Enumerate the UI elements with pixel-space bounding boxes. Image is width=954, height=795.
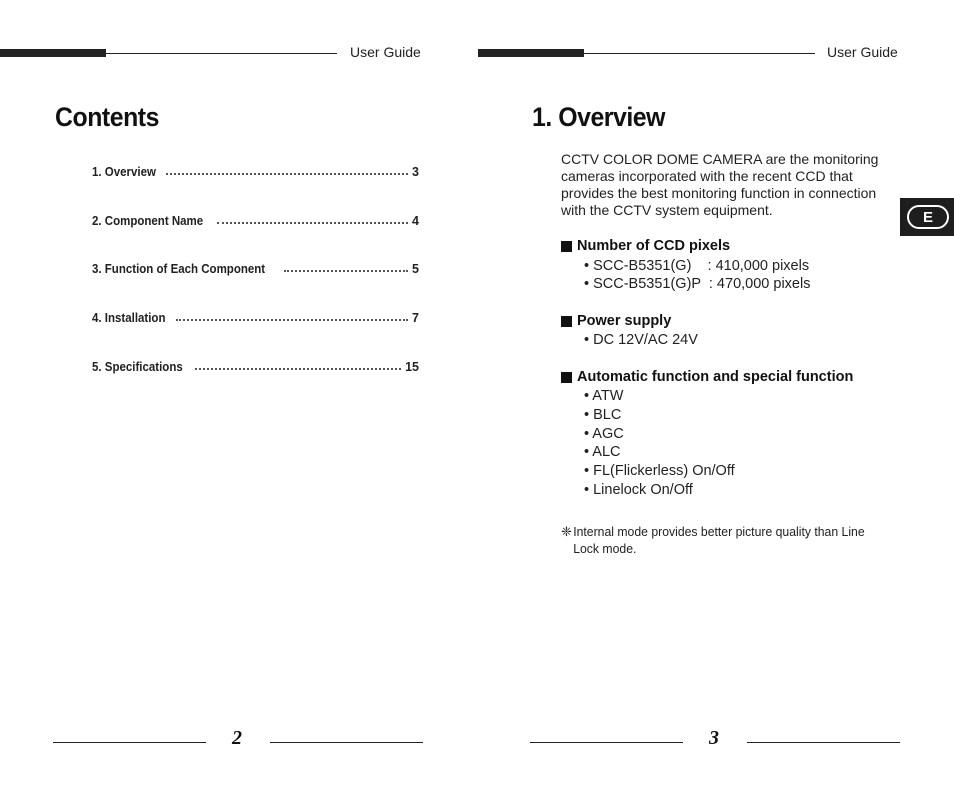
note <box>561 523 901 557</box>
right-header-label: User Guide <box>827 44 898 60</box>
list-item: • SCC-B5351(G) : 410,000 pixels <box>584 258 810 274</box>
toc-entry-label: 4. Installation <box>92 311 166 325</box>
intro-line: CCTV COLOR DOME CAMERA are the monitoring <box>561 151 879 167</box>
language-tab[interactable] <box>900 198 954 236</box>
list-item: • AGC <box>584 426 624 442</box>
toc-leader-dots <box>166 173 409 175</box>
toc-leader-dots <box>217 222 408 224</box>
square-bullet-icon <box>561 316 572 327</box>
left-footer-rule-left <box>53 742 206 743</box>
list-item: • Linelock On/Off <box>584 482 693 498</box>
toc-entry-component-name[interactable] <box>92 212 419 228</box>
list-item: • SCC-B5351(G)P : 470,000 pixels <box>584 276 811 292</box>
contents-title: Contents <box>55 102 159 132</box>
right-page-number: 3 <box>709 727 719 749</box>
intro-line: with the CCTV system equipment. <box>561 202 773 218</box>
toc-entry-installation[interactable] <box>92 309 419 325</box>
right-footer-rule-right <box>747 742 900 743</box>
toc-entry-label: 1. Overview <box>92 165 156 179</box>
list-item: • DC 12V/AC 24V <box>584 332 698 348</box>
right-footer-rule-left <box>530 742 683 743</box>
toc-entry-label: 2. Component Name <box>92 214 204 228</box>
toc-entry-label: 5. Specifications <box>92 360 183 374</box>
note-line: Internal mode provides better picture quality than Line <box>573 524 865 539</box>
section-ccd-pixels-heading <box>561 238 730 254</box>
note-text <box>561 523 899 557</box>
overview-intro <box>561 151 896 219</box>
left-page-number: 2 <box>232 727 242 749</box>
right-header-rule <box>584 53 815 54</box>
section-heading-text: Power supply <box>577 313 672 329</box>
toc-entry-specifications[interactable] <box>92 358 419 374</box>
toc-leader-dots <box>195 368 401 370</box>
toc-entry-function[interactable] <box>92 260 419 276</box>
list-item: • ALC <box>584 444 621 460</box>
toc-entry-page: 15 <box>405 360 419 374</box>
list-item: • ATW <box>584 388 624 404</box>
list-item: • BLC <box>584 407 622 423</box>
list-item: • FL(Flickerless) On/Off <box>584 463 735 479</box>
left-header-label: User Guide <box>350 44 421 60</box>
left-footer-rule-right <box>270 742 423 743</box>
language-tab-label: E <box>907 205 949 229</box>
toc-entry-overview[interactable] <box>92 163 419 179</box>
note-line: Lock mode. <box>573 541 637 556</box>
section-power-supply-heading <box>561 313 671 329</box>
intro-line: provides the best monitoring function in connection <box>561 185 877 201</box>
toc-entry-page: 3 <box>412 165 419 179</box>
square-bullet-icon <box>561 241 572 252</box>
left-header-bar <box>0 49 106 57</box>
toc-entry-page: 4 <box>412 214 419 228</box>
section-auto-function-heading <box>561 369 853 385</box>
overview-title: 1. Overview <box>532 102 666 132</box>
right-header-bar <box>478 49 584 57</box>
toc-entry-page: 5 <box>412 262 419 276</box>
toc-entry-label: 3. Function of Each Component <box>92 262 266 276</box>
section-heading-text: Automatic function and special function <box>577 369 854 385</box>
toc-entry-page: 7 <box>412 311 419 325</box>
section-heading-text: Number of CCD pixels <box>577 238 731 254</box>
square-bullet-icon <box>561 372 572 383</box>
intro-line: cameras incorporated with the recent CCD that <box>561 168 853 184</box>
left-header-rule <box>106 53 337 54</box>
toc-leader-dots <box>176 319 408 321</box>
toc-leader-dots <box>284 270 408 272</box>
note-mark-icon: ❈ <box>561 524 572 539</box>
